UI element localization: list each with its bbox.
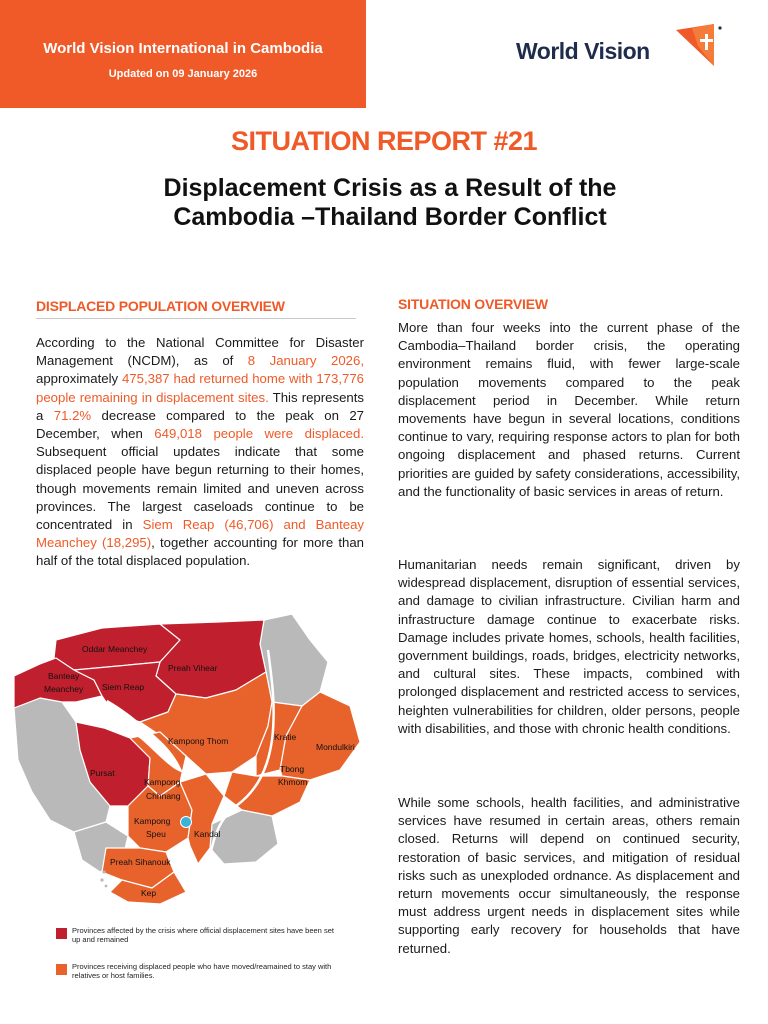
heading-divider	[36, 318, 356, 319]
island-dot	[105, 885, 108, 888]
main-title-line2: Cambodia –Thailand Border Conflict	[173, 203, 607, 231]
main-title-line1: Displacement Crisis as a Result of the	[163, 174, 617, 202]
legend-swatch-affected	[56, 928, 67, 939]
label-siem-reap: Siem Reap	[102, 682, 145, 692]
label-pursat: Pursat	[90, 768, 115, 778]
island-dot	[100, 878, 103, 881]
label-banteay-meanchey-1: Banteay	[48, 671, 80, 681]
situation-paragraph-3: While some schools, health facilities, and administrative services have resumed in certain areas, others remain closed. Returns will depend on continued security, restoration of basic services, and mitigation of residual risks such as unexploded ordnance. As displacement and return movements occur simultaneously, the response must address urgent needs in displacement sites while supporting early recovery for households that have returned.	[398, 795, 740, 956]
highlight-peak: 649,018 people were displaced.	[154, 426, 364, 442]
highlight-percent: 71.2%	[53, 407, 92, 423]
label-kampong-thom: Kampong Thom	[168, 736, 229, 746]
label-kep: Kep	[141, 888, 157, 898]
situation-paragraph-1: More than four weeks into the current phase of the Cambodia–Thailand border crisis, the operating environment remains fluid, with fewer large-scale population movements compared to the peak displacement period in December. While return movements have begun in several locations, conditions continue to vary, requiring response actors to plan for both ongoing displacement and phased returns. Current priorities are guided by safety considerations, accessibility, and the functionality of basic services in areas of return.	[398, 320, 740, 499]
cambodia-province-map	[10, 610, 370, 910]
text-run: decrease compared to the peak on 27 December, when	[36, 407, 365, 442]
situation-paragraph-2: Humanitarian needs remain significant, driven by widespread displacement, disruption of essential services, and damage to civilian infrastructure. Civilian harm and infrastructure damage continue to exacerbate risks. Damage includes private homes, schools, health facilities, government buildings, roads, bridges, electricity networks, and cultural sites. These impacts, combined with prolonged displacement and restricted access to services, heighten vulnerabilities for children, older persons, people with disabilities, and those with chronic health conditions.	[398, 557, 740, 736]
highlight-provinces: Siem Reap (46,706) and Banteay Meanchey (18,295)	[36, 517, 364, 551]
report-title: SITUATION REPORT #21	[230, 126, 538, 156]
capital-marker	[181, 817, 192, 828]
label-tbong-khmom-2: Khmom	[278, 777, 308, 787]
text-run: This represents a	[36, 389, 364, 423]
legend-text-affected: Provinces affected by the crisis where official displacement sites have been set up and remained	[72, 926, 334, 944]
star-cross-icon	[674, 24, 732, 68]
text-run: Subsequent official updates indicate that some displaced people have begun returning to their homes, though movements remain limited and uneven across provinces. The largest caseloads continue to be concentrated in	[36, 444, 364, 533]
highlight-date: 8 January 2026,	[247, 353, 364, 369]
main-title	[60, 174, 720, 232]
label-kampong-chhnang-1: Kampong	[144, 777, 181, 787]
label-preah-vihear: Preah Vihear	[168, 663, 218, 673]
legend-swatch-receiving	[56, 964, 67, 975]
text-run: , together accounting for more than half of the total displaced population.	[36, 535, 364, 569]
header-banner	[0, 0, 366, 108]
logo-text: World Vision	[516, 38, 650, 64]
label-kampong-speu-2: Speu	[146, 829, 166, 839]
island-dot	[102, 870, 105, 873]
text-run: approximately	[36, 371, 122, 387]
label-preah-sihanouk: Preah Sihanouk	[110, 857, 171, 867]
label-kampong-chhnang-2: Chhnang	[146, 791, 181, 801]
displaced-population-paragraph	[36, 334, 364, 571]
world-vision-logo	[516, 24, 756, 68]
label-kratie: Kratie	[274, 732, 297, 742]
displaced-population-heading: DISPLACED POPULATION OVERVIEW	[36, 298, 285, 314]
updated-date: Updated on 09 January 2026	[108, 68, 258, 80]
text-run: According to the National Committee for Disaster Management (NCDM), as of	[36, 335, 364, 369]
situation-overview-heading: SITUATION OVERVIEW	[398, 296, 548, 312]
label-kampong-speu-1: Kampong	[134, 816, 171, 826]
label-tbong-khmom-1: Tbong	[280, 764, 305, 774]
legend-text-receiving: Provinces receiving displaced people who have moved/reamained to stay with relatives or host families.	[72, 962, 332, 980]
organization-name: World Vision International in Cambodia	[43, 40, 323, 57]
label-kandal: Kandal	[194, 829, 221, 839]
label-mondulkiri: Mondulkiri	[316, 742, 355, 752]
highlight-returned: 475,387 had returned home with 173,776 people remaining in displacement sites.	[36, 371, 364, 405]
label-oddar-meanchey: Oddar Meanchey	[82, 644, 148, 654]
label-banteay-meanchey-2: Meanchey	[44, 684, 84, 694]
